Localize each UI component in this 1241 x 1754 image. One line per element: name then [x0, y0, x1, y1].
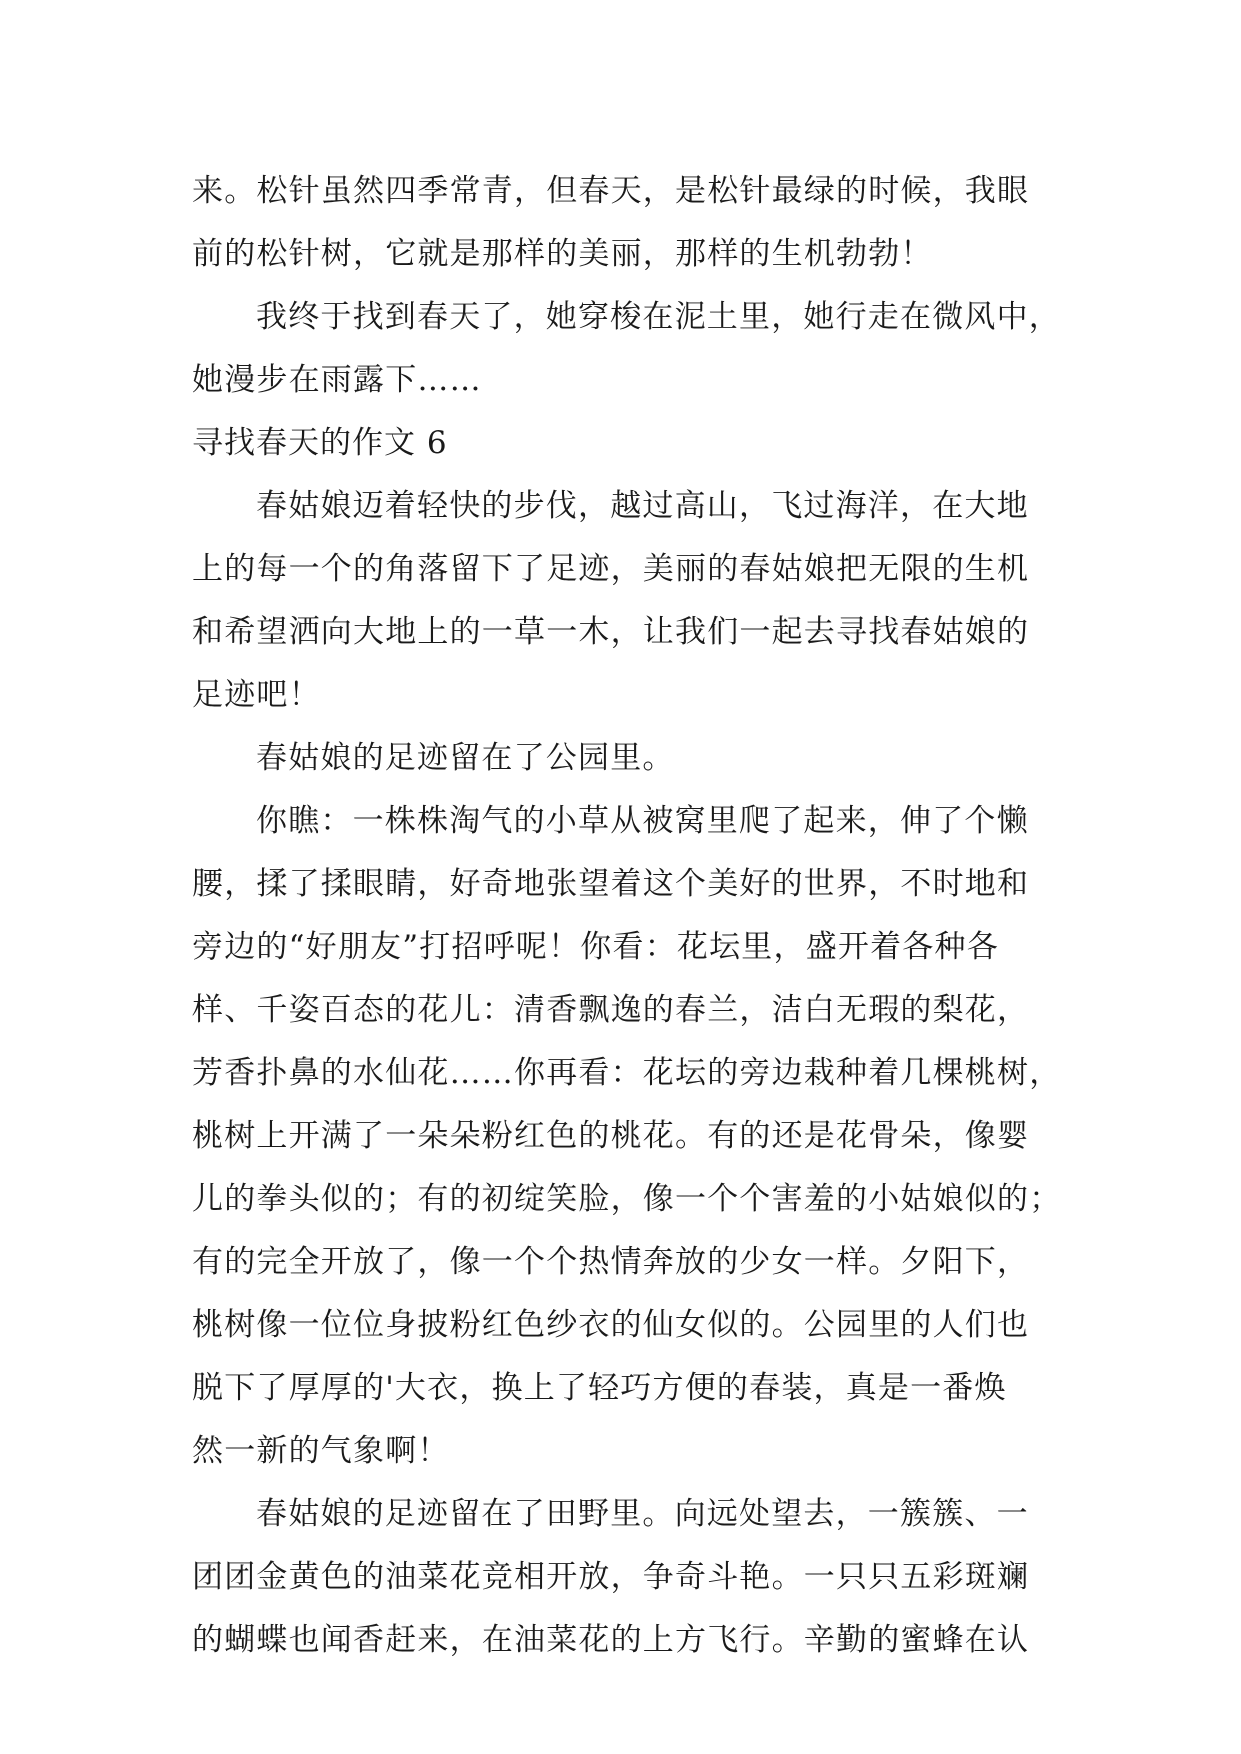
text-line: 前的松针树，它就是那样的美丽，那样的生机勃勃！ [192, 236, 933, 272]
text-line: 上的每一个的角落留下了足迹，美丽的春姑娘把无限的生机 [192, 551, 1030, 587]
text-line: 春姑娘的足迹留在了公园里。 [256, 740, 675, 776]
text-line: 的蝴蝶也闻香赶来，在油菜花的上方飞行。辛勤的蜜蜂在认 [192, 1622, 1030, 1658]
paragraph [192, 475, 1062, 727]
paragraph [192, 1483, 1062, 1672]
paragraph [192, 790, 1062, 1483]
text-line: 来。松针虽然四季常青，但春天，是松针最绿的时候，我眼 [192, 173, 1030, 209]
text-line: 儿的拳头似的；有的初绽笑脸，像一个个害羞的小姑娘似的； [192, 1181, 1062, 1217]
text-line: 有的完全开放了，像一个个热情奔放的少女一样。夕阳下， [192, 1244, 1030, 1280]
text-line: 脱下了厚厚的'大衣，换上了轻巧方便的春装，真是一番焕 [192, 1370, 1007, 1406]
text-line: 春姑娘的足迹留在了田野里。向远处望去，一簇簇、一 [256, 1496, 1029, 1532]
text-line: 和希望洒向大地上的一草一木，让我们一起去寻找春姑娘的 [192, 614, 1030, 650]
section-heading: 寻找春天的作文 6 [192, 425, 448, 461]
text-line: 团团金黄色的油菜花竞相开放，争奇斗艳。一只只五彩斑斓 [192, 1559, 1030, 1595]
text-line: 桃树上开满了一朵朵粉红色的桃花。有的还是花骨朵，像婴 [192, 1118, 1030, 1154]
text-line: 我终于找到春天了，她穿梭在泥土里，她行走在微风中， [256, 299, 1061, 335]
paragraph [192, 160, 1062, 286]
text-line: 然一新的气象啊！ [192, 1433, 450, 1469]
text-line: 你瞧：一株株淘气的小草从被窝里爬了起来，伸了个懒 [256, 803, 1029, 839]
document-body [192, 160, 1062, 1672]
text-line: 桃树像一位位身披粉红色纱衣的仙女似的。公园里的人们也 [192, 1307, 1030, 1343]
text-line: 她漫步在雨露下…… [192, 362, 482, 398]
text-line: 样、千姿百态的花儿：清香飘逸的春兰，洁白无瑕的梨花， [192, 992, 1030, 1028]
text-line: 春姑娘迈着轻快的步伐，越过高山，飞过海洋，在大地 [256, 488, 1029, 524]
paragraph [192, 286, 1062, 412]
paragraph [192, 727, 1062, 790]
text-line: 腰，揉了揉眼睛，好奇地张望着这个美好的世界，不时地和 [192, 866, 1030, 902]
text-line: 足迹吧！ [192, 677, 321, 713]
text-line: 旁边的“好朋友”打招呼呢！你看：花坛里，盛开着各种各 [192, 929, 999, 965]
text-line: 芳香扑鼻的水仙花……你再看：花坛的旁边栽种着几棵桃树， [192, 1055, 1062, 1091]
